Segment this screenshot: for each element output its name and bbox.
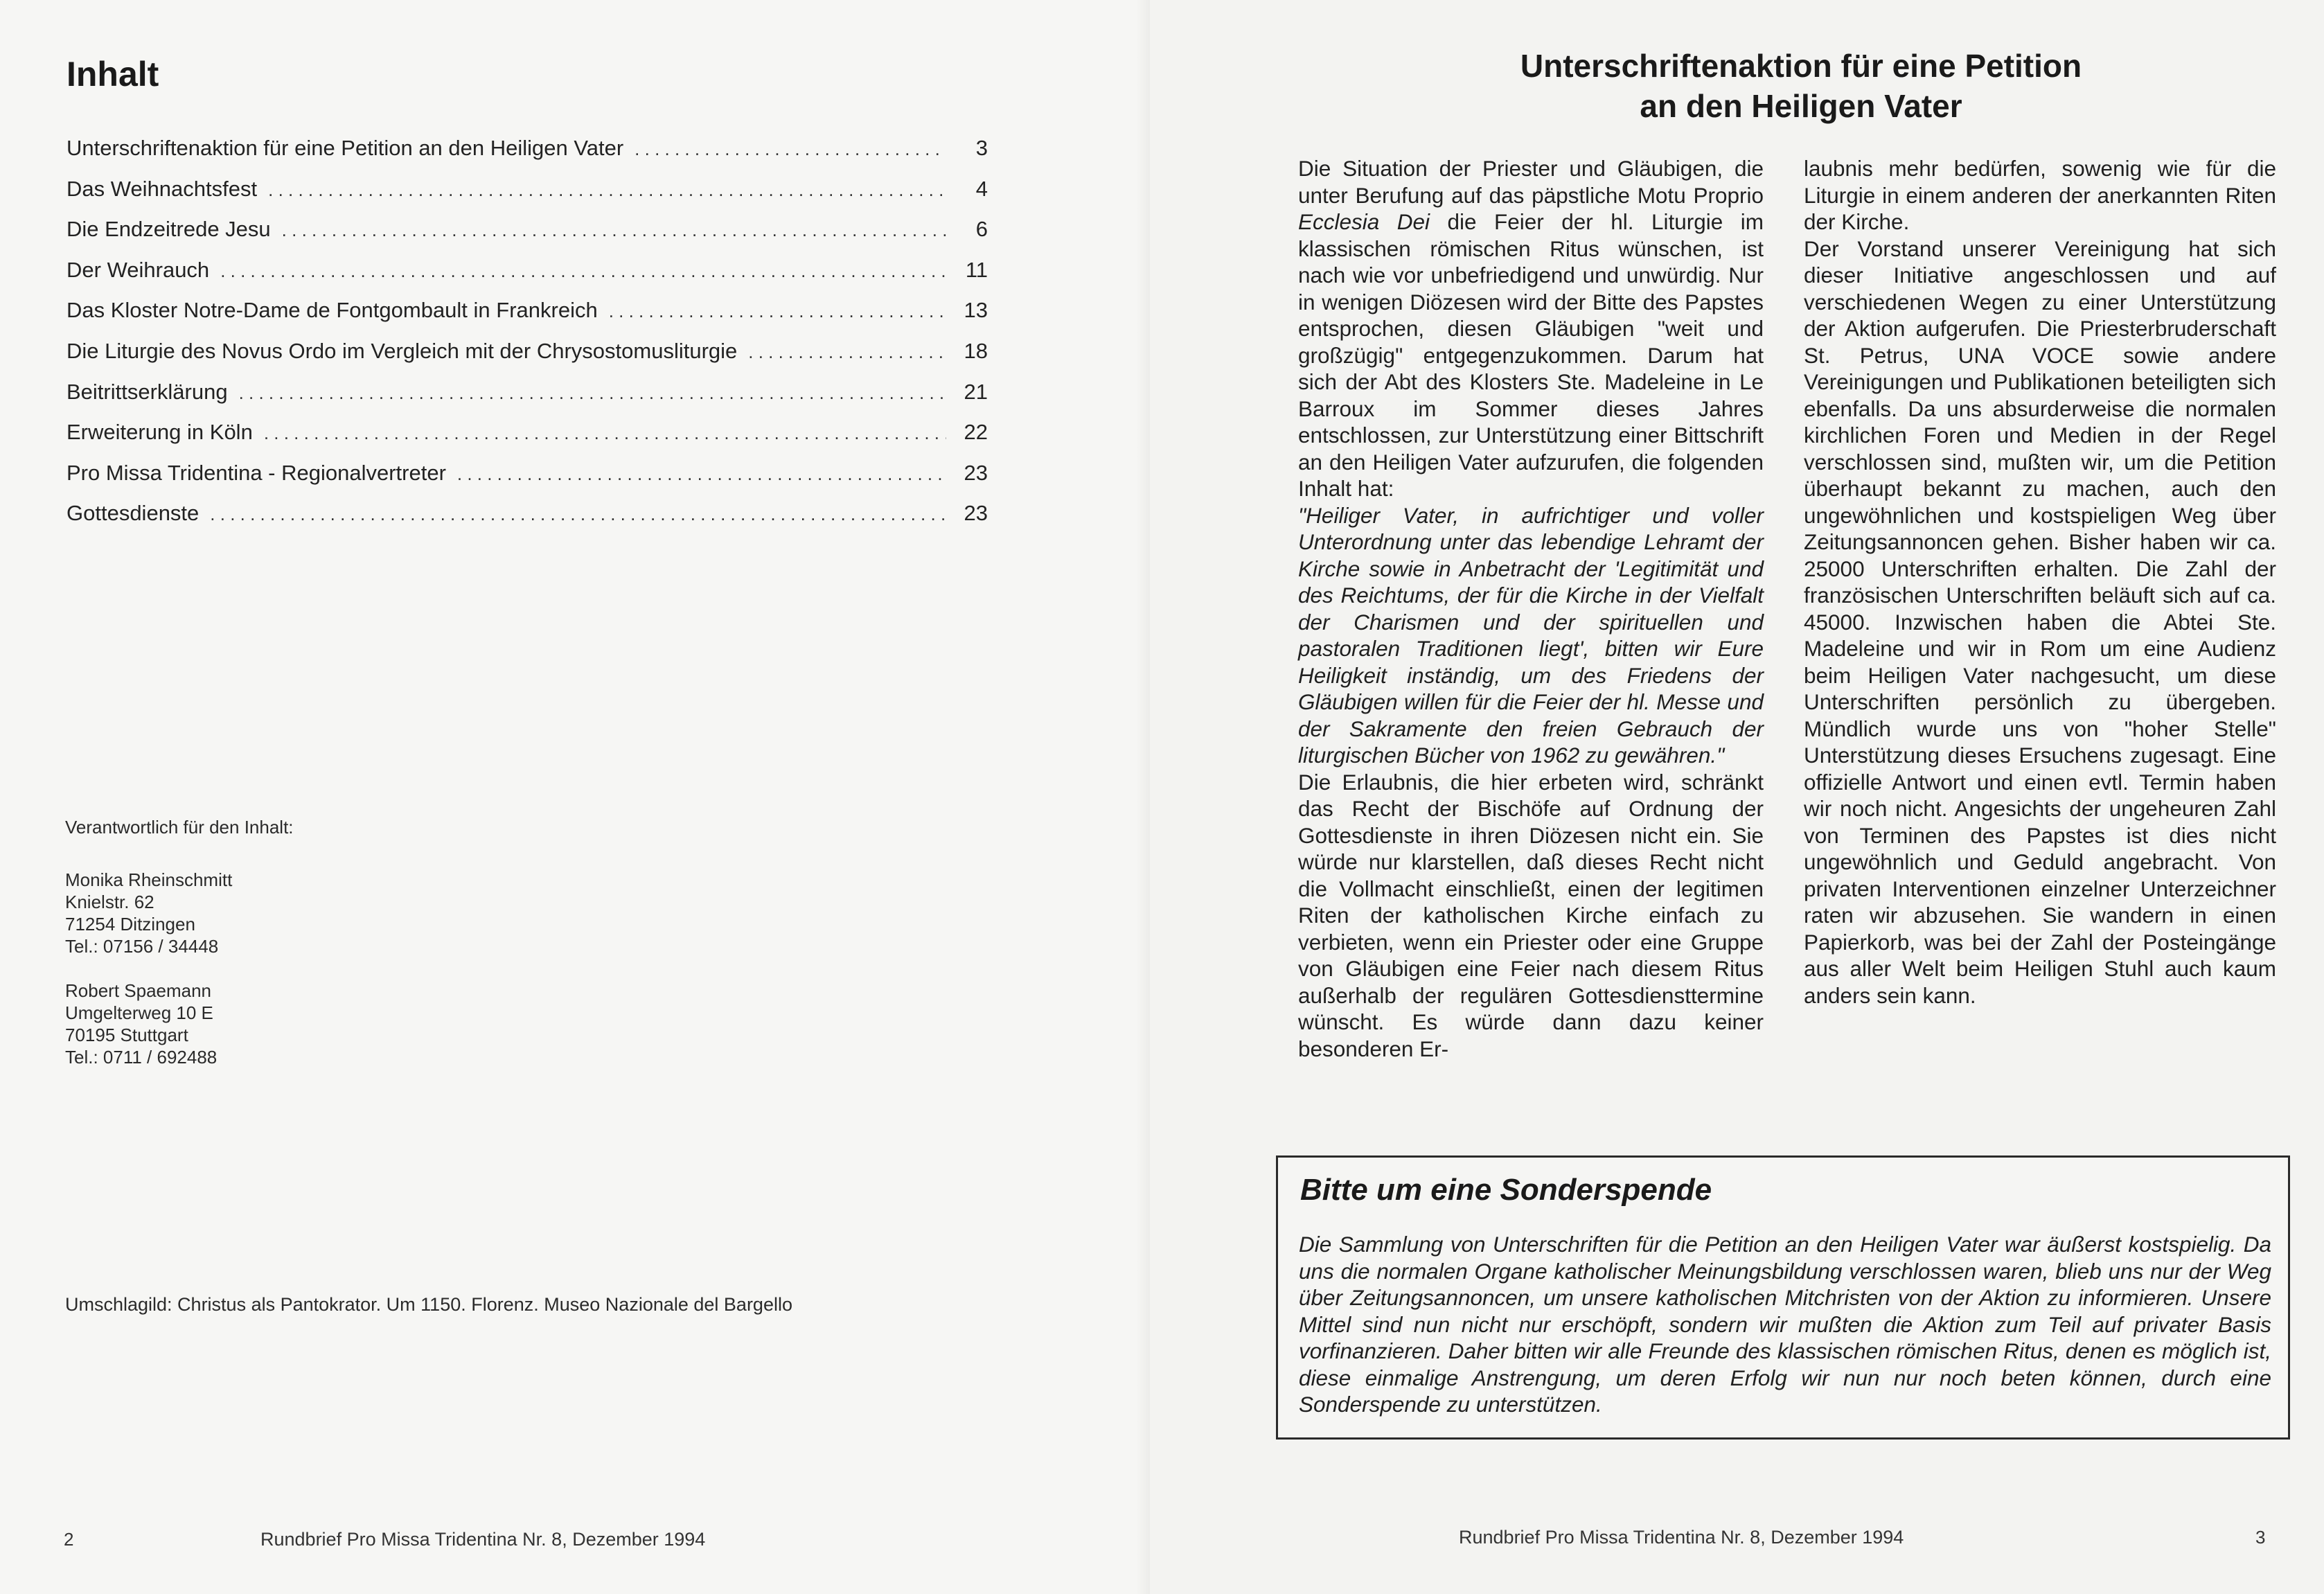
toc-entry-title: Das Kloster Notre-Dame de Fontgombault in Frankreich (66, 298, 598, 323)
toc-entry-title: Erweiterung in Köln (66, 420, 253, 445)
toc-entry-title: Die Endzeitrede Jesu (66, 217, 271, 242)
notice-body: Die Sammlung von Unterschriften für die Petition an den Heiligen Vater war äußerst kostspielig. Da uns die normalen Organe katholischer Meinungsbildung verschlossen waren, blieb uns nur der Weg über Zeitungsannoncen, um unsere katholischen Mitchristen von der Aktion zu informieren. Unsere Mittel sind nun nicht nur erschöpft, sondern wir mußten die Aktion zum Teil auf privater Basis vorfinanzieren. Daher bitten wir alle Freunde des klassischen römischen Ritus, denen es möglich ist, diese einmalige Anstrengung, um deren Erfolg wir nun nur noch beten können, durch eine Sonderspende zu unterstützen. (1299, 1232, 2271, 1417)
toc-leader-dots (457, 463, 946, 485)
toc-entry-page: 18 (964, 338, 988, 363)
toc-leader-dots (264, 423, 946, 444)
article-paragraph: Der Vorstand unserer Vereinigung hat sich dieser Initiative angeschlossen und auf verschiedenen Wegen zu einer Unterstützung der Aktion aufgerufen. Die Priesterbruderschaft St. Petrus, UNA VOCE sowie andere Vereinigungen und Publikationen beteiligten sich ebenfalls. Da uns absurderweise die normalen kirchlichen Foren und Medien in der Regel verschlossen sind, mußten wir, um die Petition überhaupt bekannt zu machen, auch den ungewöhnlichen und kostspieligen Weg über Zeitungsannoncen gehen. Bisher haben wir ca. 25000 Unterschriften erhalten. Die Zahl der französischen Unterschriften beläuft sich auf ca. 45000. Inzwischen haben die Abtei Ste. Madeleine und wir in Rom um eine Audienz beim Heiligen Vater nachgesucht, um diese Unterschriften persönlich zu übergeben. Mündlich wurde uns von "hoher Stelle" Unterstützung dieses Ersuchens zugesagt. Eine offizielle Antwort und einen evtl. Termin haben wir noch nicht. Angesichts der ungeheuren Zahl von Terminen des Papstes ist dies nicht ungewöhnlich und Geduld angebracht. Von privaten Interventionen einzelner Unterzeichner raten wir abzusehen. Sie wandern in einen Papierkorb, was bei der Zahl der Posteingänge aus aller Welt beim Heiligen Stuhl auch kaum anders sein kann. (1804, 236, 2276, 1008)
toc-row[interactable] (66, 339, 988, 380)
article-paragraph: laubnis mehr bedürfen, sowenig wie für die Liturgie in einem anderen der anerkannten Riten der Kirche. (1804, 156, 2276, 234)
contact-street: Umgelterweg 10 E (65, 1002, 213, 1023)
notice-title: Bitte um eine Sonderspende (1300, 1173, 1712, 1207)
article-paragraph (1298, 155, 1764, 502)
toc-entry-page: 4 (975, 176, 988, 201)
article-title-line: Unterschriftenaktion für eine Petition (1520, 48, 2082, 84)
toc-entry-title: Der Weihrauch (66, 257, 210, 282)
toc-leader-dots (282, 220, 946, 241)
article-column-left (1298, 155, 1764, 1062)
article-column-right (1804, 155, 2276, 1009)
page-number: 3 (2255, 1527, 2266, 1548)
toc-row[interactable] (66, 461, 988, 502)
text-run: Die Situation der Priester und Gläubigen, die unter Berufung auf das päpstliche Motu Proprio (1298, 156, 1764, 208)
toc-entry-page: 3 (975, 136, 988, 160)
page-number: 2 (64, 1529, 74, 1550)
toc-entry-page: 6 (975, 217, 988, 242)
toc-entry-title: Beitrittserklärung (66, 379, 228, 404)
contact-phone: Tel.: 0711 / 692488 (65, 1047, 218, 1068)
toc-leader-dots (609, 301, 946, 322)
toc-row[interactable] (66, 258, 988, 299)
contact-street: Knielstr. 62 (65, 892, 154, 912)
toc-entry-title: Die Liturgie des Novus Ordo im Vergleich mit der Chrysostomusliturgie (66, 338, 738, 363)
toc-entry-title: Gottesdienste (66, 501, 199, 526)
contact-city: 70195 Stuttgart (65, 1025, 188, 1045)
toc-entry-page: 13 (964, 298, 988, 323)
cover-caption: Umschlagild: Christus als Pantokrator. Um 1150. Florenz. Museo Nazionale del Bargello (65, 1294, 792, 1315)
toc-row[interactable] (66, 298, 988, 339)
toc-leader-dots (210, 504, 946, 525)
article-title-line: an den Heiligen Vater (1640, 88, 1962, 124)
toc-row[interactable] (66, 501, 988, 542)
toc-leader-dots (635, 139, 946, 160)
toc-leader-dots (220, 260, 946, 282)
toc-row[interactable] (66, 217, 988, 258)
toc-heading: Inhalt (66, 55, 159, 94)
toc-entry-title: Pro Missa Tridentina - Regionalvertreter (66, 460, 446, 485)
emphasis-text: Ecclesia Dei (1298, 209, 1430, 234)
responsible-block (65, 816, 550, 1090)
left-page (0, 0, 1150, 1594)
contact-city: 71254 Ditzingen (65, 914, 195, 935)
toc-entry-page: 22 (964, 420, 988, 445)
contact-phone: Tel.: 07156 / 34448 (65, 936, 219, 957)
toc-entry-page: 21 (964, 379, 988, 404)
table-of-contents (66, 136, 988, 542)
article-paragraph: Die Erlaubnis, die hier erbeten wird, schränkt das Recht der Bischöfe auf Ordnung der Gottesdienste in ihren Diözesen nicht ein. Sie würde nur klarstellen, daß dieses Recht nicht die Vollmacht einschließt, einen der legitimen Riten der katholischen Kirche einfach zu verbieten, wenn ein Priester oder eine Gruppe von Gläubigen eine Feier nach diesem Ritus außerhalb der regulären Gottesdiensttermine wünscht. Es würde dann dazu keiner besonderen Er- (1298, 769, 1764, 1061)
petition-quote: "Heiliger Vater, in aufrichtiger und voller Unterordnung unter das lebendige Lehramt der Kirche sowie in Anbetracht der 'Legitimität und des Reichtums, der für die Kirche in der Vielfalt der Charismen und der spirituellen und pastoralen Traditionen liegt', bitten wir Eure Heiligkeit inständig, um des Friedens der Gläubigen willen für die Feier der hl. Messe und der Sakramente den freien Gebrauch der liturgischen Bücher von 1962 zu gewähren." (1298, 502, 1764, 768)
responsible-label: Verantwortlich für den Inhalt: (65, 817, 294, 838)
text-run: die Feier der hl. Liturgie im klassischen römischen Ritus wünschen, ist nach wie vor unbefriedigend und unwürdig. Nur in wenigen Diözesen wird der Bitte des Papstes entsprochen, diesen Gläubigen "weit und großzügig" entgegenzukommen. Darum hat sich der Abt des Klosters Ste. Madeleine in Le Barroux im Sommer dieses Jahres entschlossen, zur Unterstützung einer Bittschrift an den Heiligen Vater aufzurufen, die folgenden Inhalt hat: (1298, 209, 1764, 501)
contact-name: Robert Spaemann (65, 980, 212, 1001)
toc-row[interactable] (66, 380, 988, 420)
toc-leader-dots (239, 382, 946, 404)
toc-leader-dots (748, 342, 946, 363)
toc-entry-title: Das Weihnachtsfest (66, 176, 258, 201)
article-title (1392, 46, 2210, 126)
contact-name: Monika Rheinschmitt (65, 869, 233, 890)
toc-row[interactable] (66, 420, 988, 461)
running-footer: Rundbrief Pro Missa Tridentina Nr. 8, Dezember 1994 (1459, 1527, 1904, 1548)
running-footer: Rundbrief Pro Missa Tridentina Nr. 8, Dezember 1994 (260, 1529, 706, 1550)
toc-leader-dots (268, 179, 946, 201)
donation-notice-box (1276, 1155, 2290, 1440)
toc-row[interactable] (66, 136, 988, 177)
toc-entry-page: 11 (965, 257, 988, 282)
toc-entry-title: Unterschriftenaktion für eine Petition an den Heiligen Vater (66, 136, 624, 160)
toc-row[interactable] (66, 177, 988, 218)
contact-block (65, 980, 550, 1068)
toc-entry-page: 23 (964, 501, 988, 526)
toc-entry-page: 23 (964, 460, 988, 485)
contact-block (65, 869, 550, 957)
